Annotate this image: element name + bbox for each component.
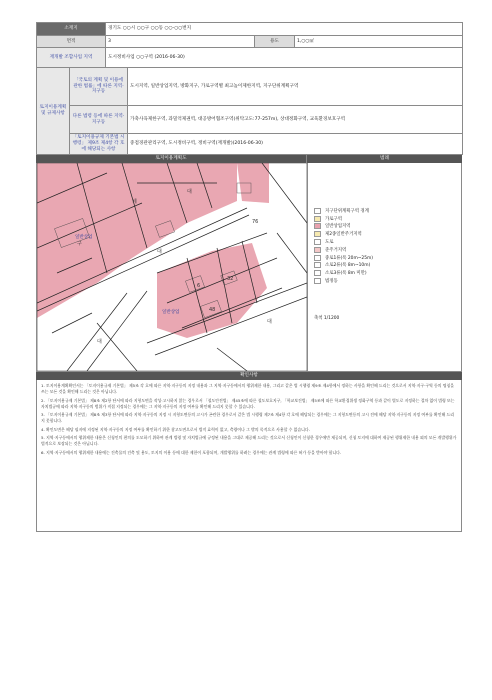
legend-swatch [314,278,321,284]
usage-sub3: 「토지이용규제 기본법 시행령」 제9조 제4항 각 호에 해당되는 사항 [70,134,128,155]
map-title: 토지이용계획도 [36,155,306,163]
land-use-certificate [36,22,462,592]
legend-item [314,223,461,231]
legend-label: 소로2류(폭 8m~10m) [325,263,371,269]
area-label: 면적 [37,36,106,48]
parcel-label: 76 [252,219,259,225]
legend-item [314,230,461,238]
parcel-label: 48 [209,307,216,313]
parcel-label: 32 [227,276,234,282]
zone-value: 1,○○㎡ [295,36,463,48]
legend-label: 도로 [325,240,334,246]
legend-swatch [314,239,321,245]
map-legend [308,163,461,371]
description-body [36,380,462,532]
map-drawing [37,163,307,371]
parcel-label: 대 [267,319,272,325]
legend-label: 가로구역 [325,216,342,222]
map-scale: 축척 1/1200 [314,315,340,321]
legend-item [314,238,461,246]
legend-item [314,215,461,223]
legend-label: 법정동 [325,279,338,285]
legend-item [314,262,461,270]
usage-sub2: 다른 법령 등에 따른 지역·지구등 [70,106,128,134]
parcel-label: 대 [97,339,102,345]
map-area [36,163,462,372]
legend-label: 지구단위계획구역 경계 [325,208,369,214]
description-paragraph: 1. 토지이용계획확인서는 「토지이용규제 기본법」 제5조 각 호에 따른 지역·지구등의 지정 내용과 그 지역·지구등에서의 행위제한 내용, 그리고 같은 법 시행령 제9조 제4항에서 정하는 사항을 확인해 드리는 것으로서 지역·지구·구역 등의 명칭을 쓰는 모든 것을 확인해 드리는 것은 아닙니다. [41,383,455,394]
location-value: 경기도 ○○시 ○○구 ○○동 ○○-○○번지 [106,23,463,36]
owner-value: 도시정비사업 ○○구역 (2016-06-30) [106,48,463,68]
description-paragraph: 6. 지역·지구등에서의 행위제한 내용에는 건축물의 건축 및 용도, 토지의 이용 등에 대한 제한이 포함되며, 개발행위를 하려는 경우에는 관계 법령에 따른 허가 등을 받아야 합니다. [41,449,342,455]
cadastral-map [37,163,308,371]
parcel-label: 6 [197,283,201,289]
legend-item [314,277,461,285]
area-value: 3 [106,36,255,48]
parcel-label: 구 [77,241,82,247]
zone-label: 용도 [255,36,295,48]
description-header: 확인사항 [36,372,462,380]
legend-item [314,269,461,277]
parcel-label: 제 [132,199,137,205]
legend-item [314,246,461,254]
info-table [36,22,463,155]
legend-swatch [314,255,321,261]
legend-label: 소로3류(폭 8m 미만) [325,271,367,277]
usage-label: 토지이용계획 및 규제사항 [37,68,70,155]
description-paragraph: 2. 「토지이용규제 기본법」 제8조 제2항 단서에 따라 지형도면을 작성·고시하지 않는 경우로서 「철도안전법」 제45조에 따른 철도보호지구, 「학교보건법」 제5조에 따른 학교환경위생 정화구역 등과 같이 별도로 지정하는 절차 없이 법령 또는 자치법규에 따라 지역·지구등의 범위가 직접 지정되는 경우에는 그 지역·지구등의 지정 여부를 확인해 드리지 못할 수 있습니다. [41,397,455,409]
legend-swatch [314,247,321,253]
usage-val2: 가축사육제한구역, 과밀억제권역, 대공방어협조구역(위탁고도:77-257m), 상대정화구역, 교육환경보호구역 [128,106,463,134]
usage-val1: 도시지역, 일반상업지역, 방화지구, 가로구역별 최고높이제한지역, 지구단위계획구역 [128,68,463,106]
map-section-header [36,155,462,163]
legend-label: 일반상업지역 [325,224,351,230]
legend-swatch [314,262,321,268]
legend-swatch [314,216,321,222]
description-paragraph: 3. 「토지이용규제 기본법」 제8조 제3항 단서에 따라 지역·지구등의 지정 시 지형도면등의 고시가 곤란한 경우로서 같은 법 시행령 제7조 제4항 각 호에 해당되는 경우에는 그 지형도면등의 고시 전에 해당 지역·지구등의 지정 여부를 확인해 드리지 못합니다. [41,412,454,423]
parcel-label: 대 [187,189,192,195]
legend-label: 제2종일반주거지역 [325,232,362,238]
legend-title: 범례 [306,155,462,163]
legend-item [314,207,461,215]
legend-label: 준주거지역 [325,247,347,253]
svg-text:일반상업: 일반상업 [75,235,93,240]
legend-label: 중로1류(폭 20m~25m) [325,255,373,261]
location-label: 소재지 [37,23,106,36]
description-paragraph: 4. 확인도면은 해당 필지에 지정된 지역·지구등의 지정 여부를 확인하기 위한 참고도면으로서 법적 효력이 없고, 측량이나 그 밖의 목적으로 사용할 수 없습니다. [41,426,310,432]
legend-swatch [314,208,321,214]
legend-swatch [314,223,321,229]
owner-label: 재개발 조합사업 지역 [37,48,106,68]
parcel-label: 대 [157,249,162,255]
usage-sub1: 「국토의 계획 및 이용에 관한 법률」에 따른 지역·지구등 [70,68,128,106]
usage-val3: 중점경관관리구역, 도시정비구역, 정비구역(재개발)(2016-06-30) [128,134,463,155]
legend-swatch [314,231,321,237]
legend-item [314,254,461,262]
description-paragraph: 5. 지역·지구등에서의 행위제한 내용은 신청인의 편의를 도모하기 위하여 관계 법령 및 자치법규에 규정된 내용을 그대로 제공해 드리는 것으로서 신청인이 신청한 경우에만 제공되며, 신청 토지에 대하여 제공된 행위제한 내용 외의 모든 개발행위가 법적으로 보장되는 것은 아닙니다. [41,435,457,446]
legend-swatch [314,270,321,276]
svg-text:일반상업: 일반상업 [162,310,180,315]
